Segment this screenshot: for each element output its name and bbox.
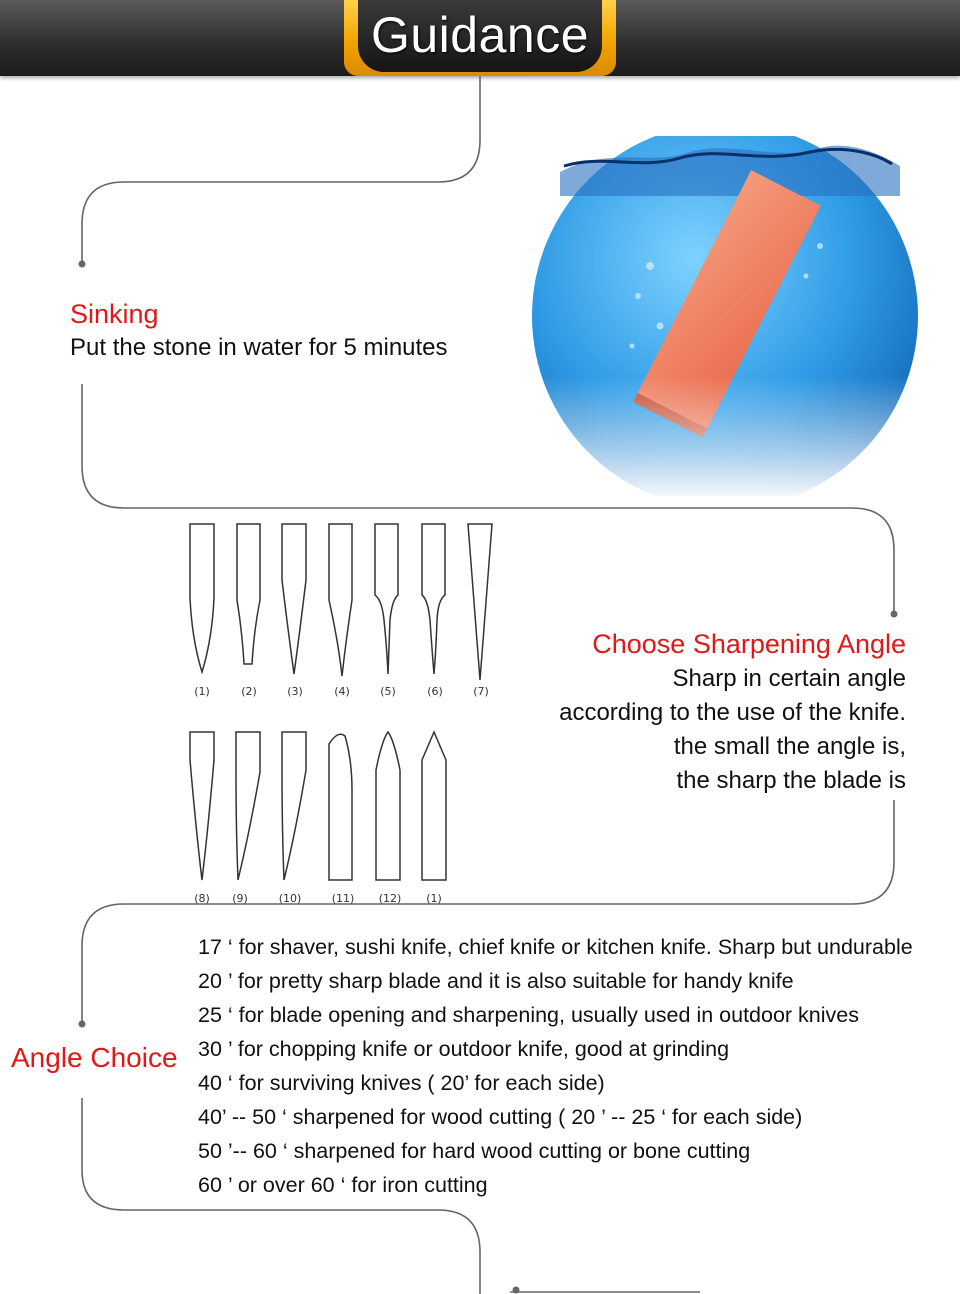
sinking-text: Put the stone in water for 5 minutes <box>70 334 448 361</box>
blade-label: (8) <box>194 892 210 905</box>
blade-label: (4) <box>334 685 350 698</box>
blade-label: (7) <box>473 685 489 698</box>
angle-choice-item: 25 ‘ for blade opening and sharpening, usually used in outdoor knives <box>198 1003 859 1027</box>
blade-label: (10) <box>278 892 302 905</box>
angle-choice-item: 17 ‘ for shaver, sushi knife, chief knife or kitchen knife. Sharp but undurable <box>198 935 913 959</box>
sharpening-angle-heading: Choose Sharpening Angle <box>592 629 906 659</box>
angle-choice-item: 60 ’ or over 60 ‘ for iron cutting <box>198 1173 488 1197</box>
angle-choice-item: 50 ’-- 60 ‘ sharpened for hard wood cutting or bone cutting <box>198 1139 751 1163</box>
blade-label: (9) <box>232 892 248 905</box>
angle-choice-item: 40’ -- 50 ‘ sharpened for wood cutting ( 20 ’ -- 25 ‘ for each side) <box>198 1105 803 1129</box>
blade-label: (1) <box>426 892 442 905</box>
sinking-heading: Sinking <box>70 299 159 329</box>
blade-label: (1) <box>194 685 210 698</box>
sharpening-angle-line: the small the angle is, <box>673 733 906 760</box>
blade-label: (11) <box>331 892 355 905</box>
sharpening-angle-line: Sharp in certain angle <box>672 665 906 692</box>
angle-choice-item: 20 ’ for pretty sharp blade and it is also suitable for handy knife <box>198 969 794 993</box>
blade-label: (6) <box>427 685 443 698</box>
blade-label: (2) <box>241 685 257 698</box>
page-title: Guidance <box>370 7 590 63</box>
angle-choice-item: 30 ’ for chopping knife or outdoor knife, good at grinding <box>198 1037 730 1061</box>
blade-angle-diagram <box>0 0 520 920</box>
blade-label: (12) <box>378 892 402 905</box>
stone-in-water-illustration <box>520 136 940 496</box>
sharpening-angle-line: according to the use of the knife. <box>559 699 906 726</box>
sharpening-angle-line: the sharp the blade is <box>676 767 906 794</box>
blade-label: (5) <box>380 685 396 698</box>
blade-label: (3) <box>287 685 303 698</box>
angle-choice-item: 40 ‘ for surviving knives ( 20’ for each side) <box>198 1071 605 1095</box>
angle-choice-heading: Angle Choice <box>11 1042 178 1073</box>
